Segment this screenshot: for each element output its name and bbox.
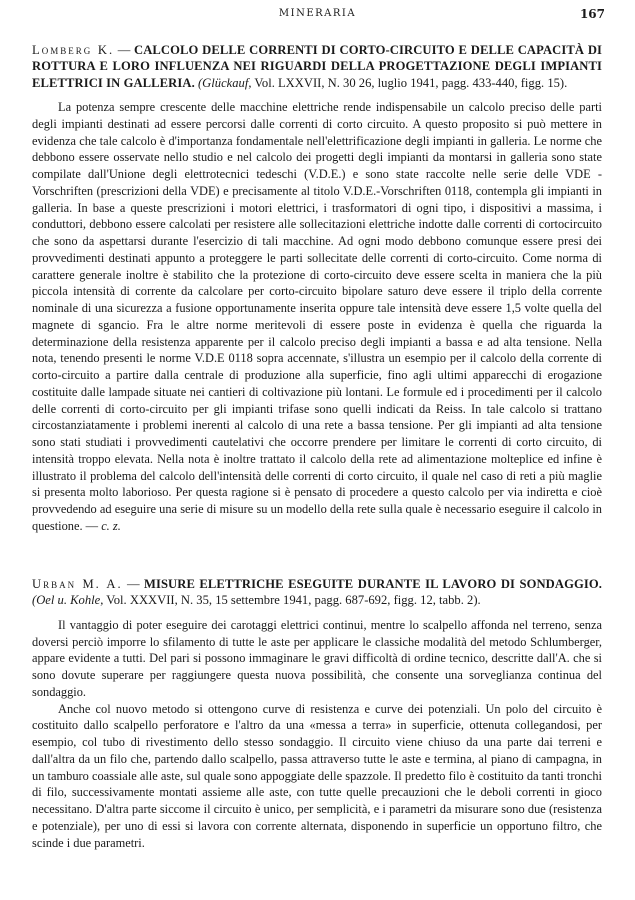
abstract-paragraph: Il vantaggio di poter eseguire dei carotaggi elettrici continui, mentre lo scalpello affonda nel terreno, senza doversi perciò imporre lo sfilamento di tutte le aste per applicare le classiche modalità del metodo Schlumberger, appare evidente a tutti. Del pari si possono immaginare le gravi difficoltà di ordine tecnico, descritte dall'A. che si sono dovute superare per raggiungere questa nuova possibilità, che consente una sorveglianza continua del sondaggio.: [32, 617, 602, 699]
page-number: 167: [579, 7, 605, 21]
abstract-urban: [32, 576, 602, 851]
citation: Vol. LXXVII, N. 30 26, luglio 1941, pagg. 433-440, figg. 15).: [254, 75, 568, 90]
running-head: [30, 8, 605, 24]
reviewer-signature: c. z.: [101, 518, 121, 533]
abstract-body: [32, 99, 602, 535]
abstract-paragraph: Anche col nuovo metodo si ottengono curve di resistenza e curve dei potenziali. Un polo del circuito è costituito dallo scalpello perforatore e l'altro da una «messa a terra» in superficie, ottenuta collegandosi, per esempio, col tubo di rivestimento dello stesso sondaggio. Il circuito viene chiuso da una parte dai terreni e dall'altra da un filo che, partendo dallo scalpello, passa attraverso tutte le aste e termina, al piano di campagna, in un tamburo coassiale alle aste, sul quale sono appoggiate delle spazzole. Il predetto filo è costituito da tanti tronchi di filo, successivamente montati assieme alle aste, con tutte quelle precauzioni che le deboli correnti in gioco necessitano. D'altra parte siccome il circuito è unico, per semplicità, e i parametri da misurare sono due (resistenza e potenziale), per uno di essi si lavora con corrente alternata, disponendo in superficie un opportuno filtro, che scinde i due parametri.: [32, 701, 602, 850]
journal-name: (Glückauf,: [197, 75, 252, 90]
abstract-heading: [32, 42, 602, 91]
article-title: CALCOLO DELLE CORRENTI DI CORTO-CIRCUITO E DELLE CAPACITÀ DI ROTTURA E LORO INFLUENZA NEI RIGUARDI DELLA PROGETTAZIONE DEGLI IMPIANTI ELETTRICI IN GALLERIA.: [32, 43, 603, 90]
dash: —: [114, 43, 135, 57]
dash: —: [122, 577, 144, 591]
running-head-title: MINERARIA: [278, 8, 357, 19]
article-title: MISURE ELETTRICHE ESEGUITE DURANTE IL LAVORO DI SONDAGGIO.: [143, 577, 603, 591]
abstract-text: La potenza sempre crescente delle macchine elettriche rende indispensabile un calcolo preciso delle parti degli impianti destinati ad essere percorsi dalle correnti di corto circuito. A questo proposito si può mettere in evidenza che tale calcolo è d'importanza fondamentale nell'elettrificazione degli impianti in galleria. Le norme che debbono essere osservate nello studio e nel calcolo dei progetti degli impianti da montarsi in galleria sono state compilate dall'Unione degli elettrotecnici tedeschi (V.D.E.) e sono state raccolte nelle serie delle VDE - Vorschriften (prescrizioni della VDE) e precisamente al titolo V.D.E.-Vorschriften 0118, contempla gli impianti in galleria. In base a queste prescrizioni i motori elettrici, i trasformatori di ogni tipo, i dispositivi a massima, i conduttori, debbono essere calcolati per resistere alle sollecitazioni elettriche indotte dalle correnti di cortocircuito che sono da aspettarsi durante l'esercizio di tali macchine. Ad ogni modo debbono comunque essere presi dei provvedimenti destinati appunto a proteggere le parti sollecitate delle correnti di corto-circuito. Come norma di carattere generale inoltre è stabilito che la protezione di corto-circuito deve essere scelta in maniera che la più piccola intensità di corrente da calcolare per corto-circuito bipolare saturo deve essere il triplo della corrente nominale di una sicurezza a fusione opportunamente inserita oppure tale intensità deve essere 1,5 volte quella del magnete di sgancio. Fra le altre norme meritevoli di essere poste in evidenza è quella che riguarda la determinazione della resistenza apparente per il calcolo preciso degli impianti a bassa e ad alta tensione. Nella nota, tenendo presenti le norme V.D.E 0118 sopra accennate, s'illustra un esempio per il calcolo della corrente di corto-circuito a partire dalla centrale di produzione alla superficie, fino agli ultimi apparecchi di erogazione costituite dalle lampade situate nei cantieri di coltivazione più lontani. Le formule ed i procedimenti per il calcolo delle correnti di corto-circuito per gli impianti trifase sono quelli indicati da Reiss. In tale calcolo si trattano circostanziatamente i problemi inerenti al calcolo di una rete a bassa tensione. Per gli impianti ad alta tensione sono stati studiati i provvedimenti cautelativi che occorre prendere per limitare le correnti di corto circuito, di intensità troppo elevata. Nella nota è inoltre trattato il calcolo della rete ad alimentazione molteplice ed infine è illustrato il problema del calcolo dell'intensità delle correnti di corto circuito, il quale nel caso di reti a più maglie si presenta molto laborioso. Per questa ragione si è pensato di procedere a questo calcolo per via indiretta e cioè provvedendo ad eseguire una serie di misure su un modello della rete sulla quale è necessario eseguire il calcolo in questione. —: [32, 100, 602, 533]
author: Lomberg K.: [32, 43, 115, 57]
journal-name: (Oel u. Kohle,: [32, 593, 104, 608]
author: Urban M. A.: [32, 577, 123, 591]
abstract-lomberg: [32, 42, 602, 535]
citation: Vol. XXXVII, N. 35, 15 settembre 1941, pagg. 687-692, figg. 12, tabb. 2).: [106, 593, 481, 608]
abstract-heading: [32, 576, 602, 609]
